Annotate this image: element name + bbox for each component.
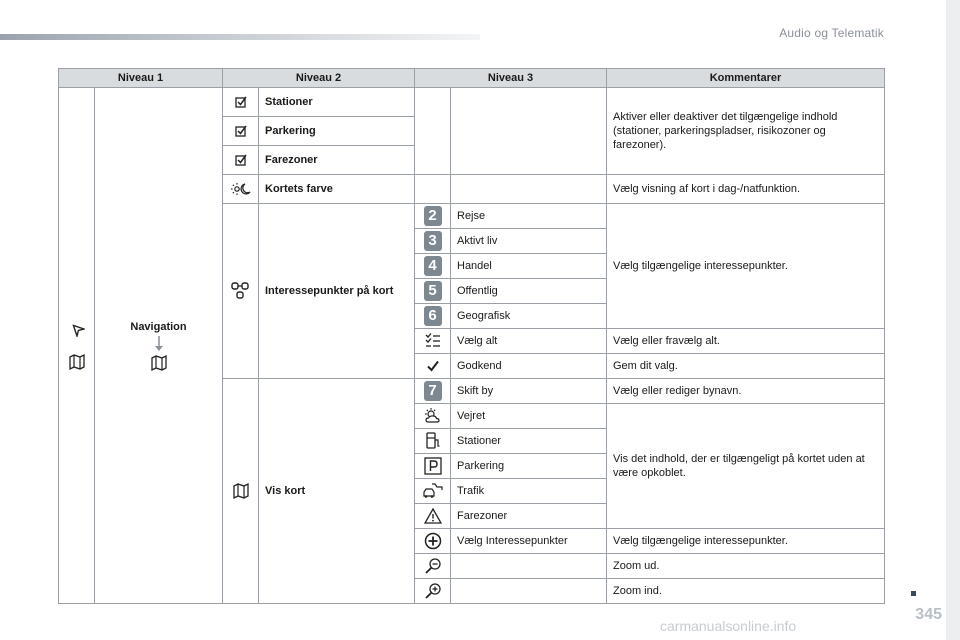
stationer-label: Stationer <box>259 88 415 117</box>
poi-handel-label[interactable]: Handel <box>451 254 607 279</box>
traffic-icon-cell[interactable] <box>415 479 451 504</box>
comment-vaelg-alt: Vælg eller fravælg alt. <box>607 329 885 354</box>
page-marker <box>911 591 916 596</box>
checkbox-icon[interactable] <box>235 96 247 108</box>
level1-icon-cell <box>59 88 95 604</box>
day-night-icon[interactable] <box>231 182 251 196</box>
comment-skift-by: Vælg eller rediger bynavn. <box>607 379 885 404</box>
fuel-station-icon[interactable] <box>425 432 441 450</box>
watermark: carmanualsonline.info <box>660 618 797 634</box>
skift-by-label[interactable]: Skift by <box>451 379 607 404</box>
header-gradient-bar <box>0 34 480 40</box>
add-poi-icon-cell[interactable] <box>415 529 451 554</box>
down-arrow-icon <box>154 336 164 352</box>
zoom-in-icon[interactable] <box>424 582 442 600</box>
checkbox-icon[interactable] <box>235 125 247 137</box>
vis-kort-label: Vis kort <box>259 379 415 604</box>
empty-cell <box>451 88 607 175</box>
page-number: 345 <box>915 606 942 623</box>
vis-stationer-label[interactable]: Stationer <box>451 429 607 454</box>
column-header-niveau1: Niveau 1 <box>59 69 223 88</box>
checkmark-icon[interactable] <box>427 360 439 372</box>
number-badge: 5 <box>424 281 442 301</box>
weather-icon[interactable] <box>423 408 443 424</box>
number-badge: 7 <box>424 381 442 401</box>
poi-icon[interactable] <box>231 282 251 300</box>
day-night-icon-cell[interactable] <box>223 175 259 204</box>
comment-vis: Vis det indhold, der er tilgængeligt på kortet uden at være opkoblet. <box>607 404 885 529</box>
warning-icon[interactable] <box>424 508 442 524</box>
checkbox-icon-cell[interactable] <box>223 117 259 146</box>
empty-cell <box>451 554 607 579</box>
empty-cell <box>415 175 451 204</box>
checkbox-icon-cell[interactable] <box>223 88 259 117</box>
level1-label-cell <box>95 88 223 604</box>
map-view-icon[interactable] <box>232 482 250 500</box>
parkering-label: Parkering <box>259 117 415 146</box>
side-strip <box>946 0 960 640</box>
parking-icon-cell[interactable] <box>415 454 451 479</box>
empty-cell <box>451 175 607 204</box>
checkbox-icon[interactable] <box>235 154 247 166</box>
comment-godkend: Gem dit valg. <box>607 354 885 379</box>
empty-cell <box>415 88 451 175</box>
zoom-out-icon[interactable] <box>424 557 442 575</box>
select-all-icon-cell[interactable] <box>415 329 451 354</box>
farezoner-label: Farezoner <box>259 146 415 175</box>
traffic-icon[interactable] <box>422 482 444 500</box>
kortets-farve-label: Kortets farve <box>259 175 415 204</box>
comment-poi: Vælg tilgængelige interessepunkter. <box>607 204 885 329</box>
add-poi-icon[interactable] <box>424 532 442 550</box>
table-row <box>59 88 885 117</box>
map-menu-icon <box>150 354 168 372</box>
number-badge: 2 <box>424 206 442 226</box>
number-badge: 4 <box>424 256 442 276</box>
poi-geografisk-label[interactable]: Geografisk <box>451 304 607 329</box>
vis-farezoner-label[interactable]: Farezoner <box>451 504 607 529</box>
badge-cell <box>415 379 451 404</box>
section-title: Audio og Telematik <box>779 26 884 40</box>
zoom-out-icon-cell[interactable] <box>415 554 451 579</box>
zoom-in-icon-cell[interactable] <box>415 579 451 604</box>
navigation-label: Navigation <box>130 320 187 333</box>
badge-cell <box>415 229 451 254</box>
poi-rejse-label[interactable]: Rejse <box>451 204 607 229</box>
checkbox-icon-cell[interactable] <box>223 146 259 175</box>
vejret-label[interactable]: Vejret <box>451 404 607 429</box>
poi-offentlig-label[interactable]: Offentlig <box>451 279 607 304</box>
number-badge: 6 <box>424 306 442 326</box>
map-menu-icon <box>68 353 86 371</box>
column-header-kommentarer: Kommentarer <box>607 69 885 88</box>
fuel-station-icon-cell[interactable] <box>415 429 451 454</box>
vis-parkering-label[interactable]: Parkering <box>451 454 607 479</box>
empty-cell <box>451 579 607 604</box>
badge-cell <box>415 304 451 329</box>
comment-filter: Aktiver eller deaktiver det tilgængelige indhold (stationer, parkeringspladser, risikozoner og farezoner). <box>607 88 885 175</box>
column-header-niveau2: Niveau 2 <box>223 69 415 88</box>
table-header-row <box>59 69 885 88</box>
comment-farve: Vælg visning af kort i dag-/natfunktion. <box>607 175 885 204</box>
vaelg-interessepunkter-label[interactable]: Vælg Interessepunkter <box>451 529 607 554</box>
warning-icon-cell[interactable] <box>415 504 451 529</box>
parking-icon[interactable] <box>424 457 442 475</box>
godkend-label[interactable]: Godkend <box>451 354 607 379</box>
poi-aktivt-liv-label[interactable]: Aktivt liv <box>451 229 607 254</box>
column-header-niveau3: Niveau 3 <box>415 69 607 88</box>
comment-vaelg-ip: Vælg tilgængelige interessepunkter. <box>607 529 885 554</box>
badge-cell <box>415 254 451 279</box>
comment-zoom-ud: Zoom ud. <box>607 554 885 579</box>
interessepunkter-label: Interessepunkter på kort <box>259 204 415 379</box>
menu-table <box>58 68 885 604</box>
navigation-arrow-icon <box>69 321 85 337</box>
badge-cell <box>415 204 451 229</box>
weather-icon-cell[interactable] <box>415 404 451 429</box>
trafik-label[interactable]: Trafik <box>451 479 607 504</box>
number-badge: 3 <box>424 231 442 251</box>
select-all-icon[interactable] <box>425 333 441 349</box>
checkmark-icon-cell[interactable] <box>415 354 451 379</box>
map-view-icon-cell[interactable] <box>223 379 259 604</box>
comment-zoom-ind: Zoom ind. <box>607 579 885 604</box>
poi-icon-cell[interactable] <box>223 204 259 379</box>
badge-cell <box>415 279 451 304</box>
vaelg-alt-label[interactable]: Vælg alt <box>451 329 607 354</box>
